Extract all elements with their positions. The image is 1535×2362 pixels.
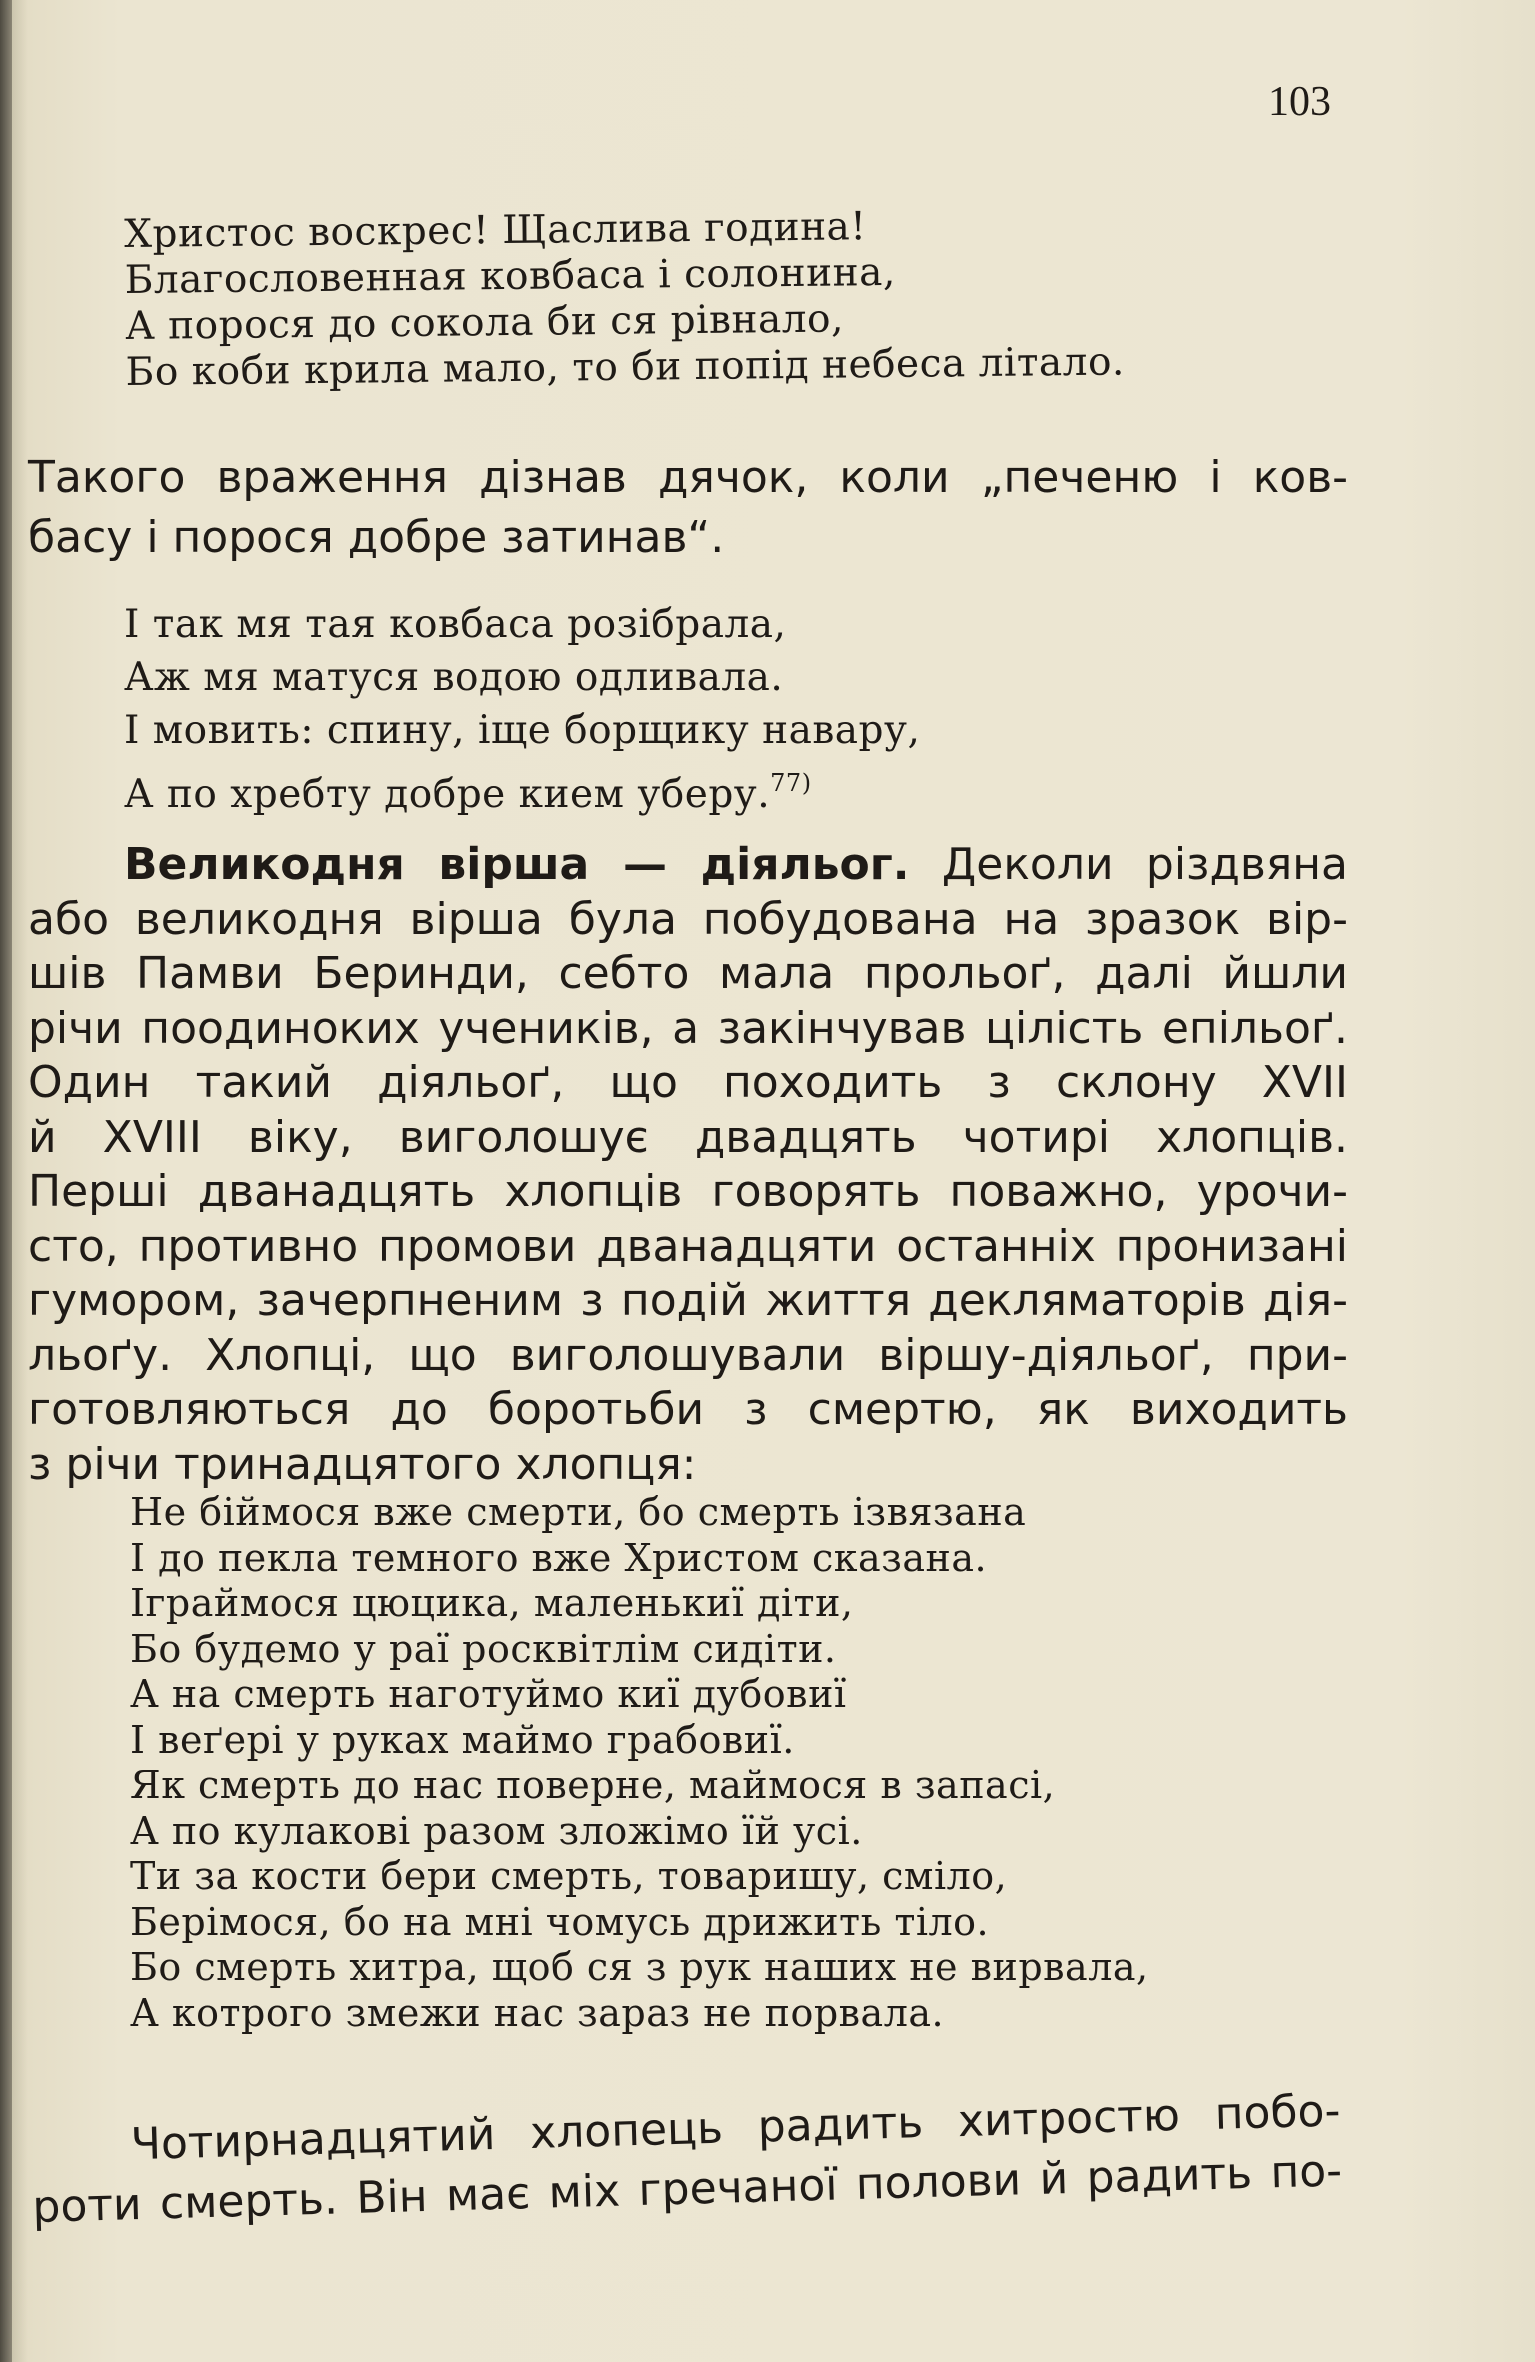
verse-line: Христос воскрес! Щаслива година! — [124, 204, 867, 257]
text-line: з річи тринадцятого хлопця: — [28, 1438, 697, 1490]
footnote-marker: 77) — [770, 769, 812, 797]
verse-line: А котрого змежи нас зараз не порвала. — [130, 1990, 945, 2035]
verse-line: Бо коби крила мало, то би попід небеса літало. — [125, 339, 1126, 395]
text-line: Перші дванадцять хлопців говорять поважно, урочи- — [28, 1166, 1348, 1217]
verse-line: Бо смерть хитра, щоб ся з рук наших не вирвала, — [130, 1945, 1149, 1989]
verse-block-3 — [130, 1490, 1149, 2036]
text-line: готовляються до боротьби з смертю, як виходить — [28, 1384, 1348, 1435]
text-line: роти смерть. Він має міх гречаної полови й радить по- — [31, 2145, 1343, 2233]
text-line: або великодня вірша була побудована на зразок вір- — [28, 893, 1348, 945]
page-binding-edge — [0, 0, 12, 2362]
verse-line: І мовить: спину, іще борщику навару, — [124, 708, 921, 753]
text-line: Такого враження дізнав дячок, коли „печеню і ков- — [28, 452, 1348, 503]
verse-line: Ти за кости бери смерть, товаришу, сміло, — [130, 1854, 1008, 1898]
verse-line: А по кулакові разом зложімо їй усі. — [130, 1808, 863, 1853]
text-line: Один такий діяльоґ, що походить з склону XVII — [28, 1057, 1348, 1108]
verse-line: Благословенная ковбаса і солонина, — [124, 249, 897, 303]
text-line: й XVIII віку, виголошує двадцять чотирі хлопців. — [28, 1111, 1348, 1163]
text-line: гумором, зачерпненим з подій життя декляматорів дія- — [28, 1275, 1348, 1326]
verse-line: І до пекла темного вже Христом сказана. — [130, 1535, 988, 1580]
prose-paragraph-1 — [28, 448, 1348, 568]
verse-line: Як смерть до нас поверне, маймося в запасі, — [130, 1763, 1056, 1807]
verse-line: Аж мя матуся водою одливала. — [124, 655, 784, 700]
text-line: сто, противно промови дванадцяти останніх пронизані — [28, 1220, 1348, 1272]
verse-line: І веґері у руках маймо грабовиї. — [130, 1717, 795, 1762]
text-line: льоґу. Хлопці, що виголошували віршу-діяльоґ, при- — [28, 1329, 1348, 1381]
verse-line: А по хребту добре кием уберу.$^{77)}$ — [124, 769, 812, 817]
text-line: річи поодиноких учеників, а закінчував цілість епільоґ. — [28, 1002, 1348, 1054]
text-line: Великодня вірша — діяльог. Деколи різдвяна — [124, 839, 1348, 890]
prose-paragraph-2 — [28, 838, 1348, 1492]
section-heading: Великодня вірша — діяльог. — [124, 839, 910, 890]
verse-line: І так мя тая ковбаса розібрала, — [124, 602, 787, 647]
verse-block-1 — [124, 202, 1125, 396]
verse-line: Не біймося вже смерти, бо смерть ізвязана — [130, 1490, 1027, 1534]
page-number: 103 — [1268, 79, 1331, 125]
prose-paragraph-3 — [30, 2081, 1343, 2238]
verse-line: А порося до сокола би ся рівнало, — [124, 296, 845, 349]
verse-line: Берімося, бо на мні чомусь дрижить тіло. — [130, 1899, 990, 1944]
verse-block-2 — [124, 598, 920, 821]
text-line: басу і порося добре затинав“. — [28, 512, 725, 563]
verse-line: Бо будемо у раї росквітлім сидіти. — [130, 1626, 837, 1671]
text-line: шів Памви Беринди, себто мала прольоґ, далі йшли — [28, 948, 1348, 999]
text-line: Чотирнадцятий хлопець радить хитростю побо- — [130, 2085, 1342, 2171]
verse-line: А на смерть наготуймо киї дубовиї — [130, 1672, 847, 1716]
verse-line: Іграймося цюцика, маленькиї діти, — [130, 1581, 854, 1625]
